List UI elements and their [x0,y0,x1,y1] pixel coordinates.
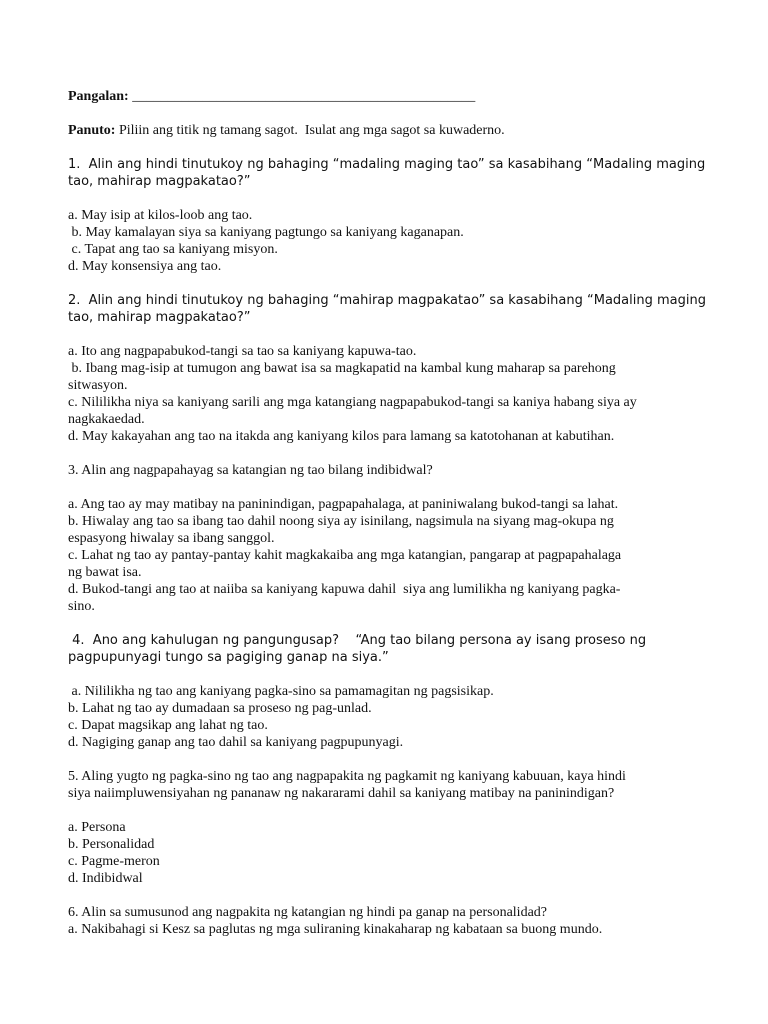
name-line [68,88,708,105]
question-3-choice-c-cont: ng bawat isa. [68,565,142,580]
question-2-stem-line-2: tao, mahirap magpakatao?” [68,310,251,325]
question-4-stem-line-2: pagpupunyagi tungo sa pagiging ganap na siya.” [68,650,389,665]
name-blank: _________________________________________________ [132,89,476,104]
question-3-stem: 3. Alin ang nagpapahayag sa katangian ng tao bilang indibidwal? [68,463,433,478]
question-2-choice-d: d. May kakayahan ang tao na itakda ang kaniyang kilos para lamang sa katotohanan at kabutihan. [68,429,615,444]
instructions-label: Panuto: [68,123,116,138]
question-2-choice-b-cont: sitwasyon. [68,378,128,393]
question-2-choice-a: a. Ito ang nagpapabukod-tangi sa tao sa kaniyang kapuwa-tao. [68,344,417,359]
question-2-choice-c: c. Nililikha niya sa kaniyang sarili ang mga katangiang nagpapabukod-tangi sa kaniya habang siya ay [68,395,637,410]
question-3-choice-b-cont: espasyong hiwalay sa ibang sanggol. [68,531,275,546]
question-3-choice-c: c. Lahat ng tao ay pantay-pantay kahit magkakaiba ang mga katangian, pangarap at pagpapahalaga [68,548,622,563]
name-label: Pangalan: [68,89,129,104]
question-3-choice-a: a. Ang tao ay may matibay na paninindigan, pagpapahalaga, at paniniwalang bukod-tangi sa lahat. [68,497,619,512]
question-5-choice-d: d. Indibidwal [68,871,143,886]
question-5-choice-b: b. Personalidad [68,837,155,852]
question-3-choice-d-cont: sino. [68,599,95,614]
question-1-choice-b: b. May kamalayan siya sa kaniyang pagtungo sa kaniyang kaganapan. [68,225,464,240]
question-6-stem: 6. Alin sa sumusunod ang nagpakita ng katangian ng hindi pa ganap na personalidad? [68,905,548,920]
question-4-choice-b: b. Lahat ng tao ay dumadaan sa proseso ng pag-unlad. [68,701,372,716]
question-3-choice-d: d. Bukod-tangi ang tao at naiiba sa kaniyang kapuwa dahil siya ang lumilikha ng kaniyang pagka- [68,582,621,597]
question-3-choice-b: b. Hiwalay ang tao sa ibang tao dahil noong siya ay isinilang, nagsimula na siyang mag-okupa ng [68,514,614,529]
question-2-choice-b: b. Ibang mag-isip at tumugon ang bawat isa sa magkapatid na kambal kung maharap sa parehong [68,361,616,376]
question-1-choice-c: c. Tapat ang tao sa kaniyang misyon. [68,242,278,257]
question-1-choice-a: a. May isip at kilos-loob ang tao. [68,208,253,223]
question-5-choice-a: a. Persona [68,820,126,835]
question-6-choice-a: a. Nakibahagi si Kesz sa paglutas ng mga suliraning kinakaharap ng kabataan sa buong mundo. [68,922,603,937]
question-5-stem-line-1: 5. Aling yugto ng pagka-sino ng tao ang nagpapakita ng pagkamit ng kaniyang kabuuan, kaya hindi [68,769,626,784]
question-1-choice-d: d. May konsensiya ang tao. [68,259,222,274]
question-1-stem-line-1: 1. Alin ang hindi tinutukoy ng bahaging “madaling maging tao” sa kasabihang “Madaling maging [68,157,706,172]
question-5-choice-c: c. Pagme-meron [68,854,160,869]
question-4-choice-a: a. Nililikha ng tao ang kaniyang pagka-sino sa pamamagitan ng pagsisikap. [68,684,494,699]
question-4-stem-line-1: 4. Ano ang kahulugan ng pangungusap? “Ang tao bilang persona ay isang proseso ng [68,633,647,648]
question-2-stem-line-1: 2. Alin ang hindi tinutukoy ng bahaging “mahirap magpakatao” sa kasabihang “Madaling maging [68,293,706,308]
question-5-stem-line-2: siya naiimpluwensiyahan ng pananaw ng nakararami dahil sa kaniyang matibay na paninindigan? [68,786,615,801]
question-4-choice-c: c. Dapat magsikap ang lahat ng tao. [68,718,268,733]
question-1-stem-line-2: tao, mahirap magpakatao?” [68,174,251,189]
question-4-choice-d: d. Nagiging ganap ang tao dahil sa kaniyang pagpupunyagi. [68,735,404,750]
question-2-choice-c-cont: nagkakaedad. [68,412,145,427]
instructions-text: Piliin ang titik ng tamang sagot. Isulat ang mga sagot sa kuwaderno. [115,123,505,138]
instructions [68,122,708,139]
worksheet-content [68,88,708,938]
